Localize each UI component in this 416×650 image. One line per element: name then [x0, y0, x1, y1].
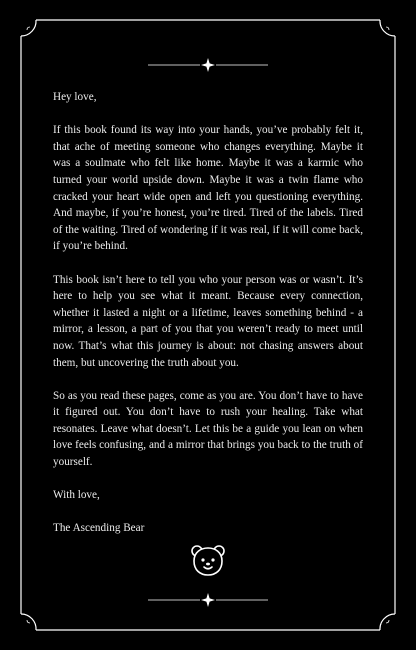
sparkle-star-icon	[201, 593, 215, 607]
top-divider	[148, 58, 268, 72]
letter-paragraph: This book isn’t here to tell you who your person was or wasn’t. It’s here to help you see what it meant. Because every connection, whether it lasted a night or a lifetime, leaves something behind - a mirror, a lesson, a part of you that you weren’t ready to meet until now. That’s what this journey is about: not chasing answers about them, but uncovering the truth about you.	[53, 273, 363, 369]
letter-paragraph: So as you read these pages, come as you are. You don’t have to have it figured out. You don’t have to rush your healing. Take what resonates. Leave what doesn’t. Let this be a guide you lean on when love feels confusing, and a mirror that brings you back to the truth of yourself.	[53, 389, 363, 469]
letter-signature: The Ascending Bear	[53, 522, 145, 535]
letter-paragraph: If this book found its way into your hands, you’ve probably felt it, that ache of meeting someone who changes everything. Maybe it was a soulmate who felt like home. Maybe it was a karmic who turned your world upside down. Maybe it was a twin flame who cracked your heart wide open and left you questioning everything. And maybe, if you’re honest, you’re tired. Tired of the labels. Tired of the waiting. Tired of wondering if it was real, if it will come back, if you’re behind.	[53, 124, 363, 253]
bottom-divider	[148, 593, 268, 607]
bear-face-icon	[190, 543, 226, 577]
sparkle-star-icon	[201, 58, 215, 72]
letter-greeting: Hey love,	[53, 91, 97, 103]
letter-body	[53, 89, 363, 537]
letter-closing: With love,	[53, 489, 100, 502]
